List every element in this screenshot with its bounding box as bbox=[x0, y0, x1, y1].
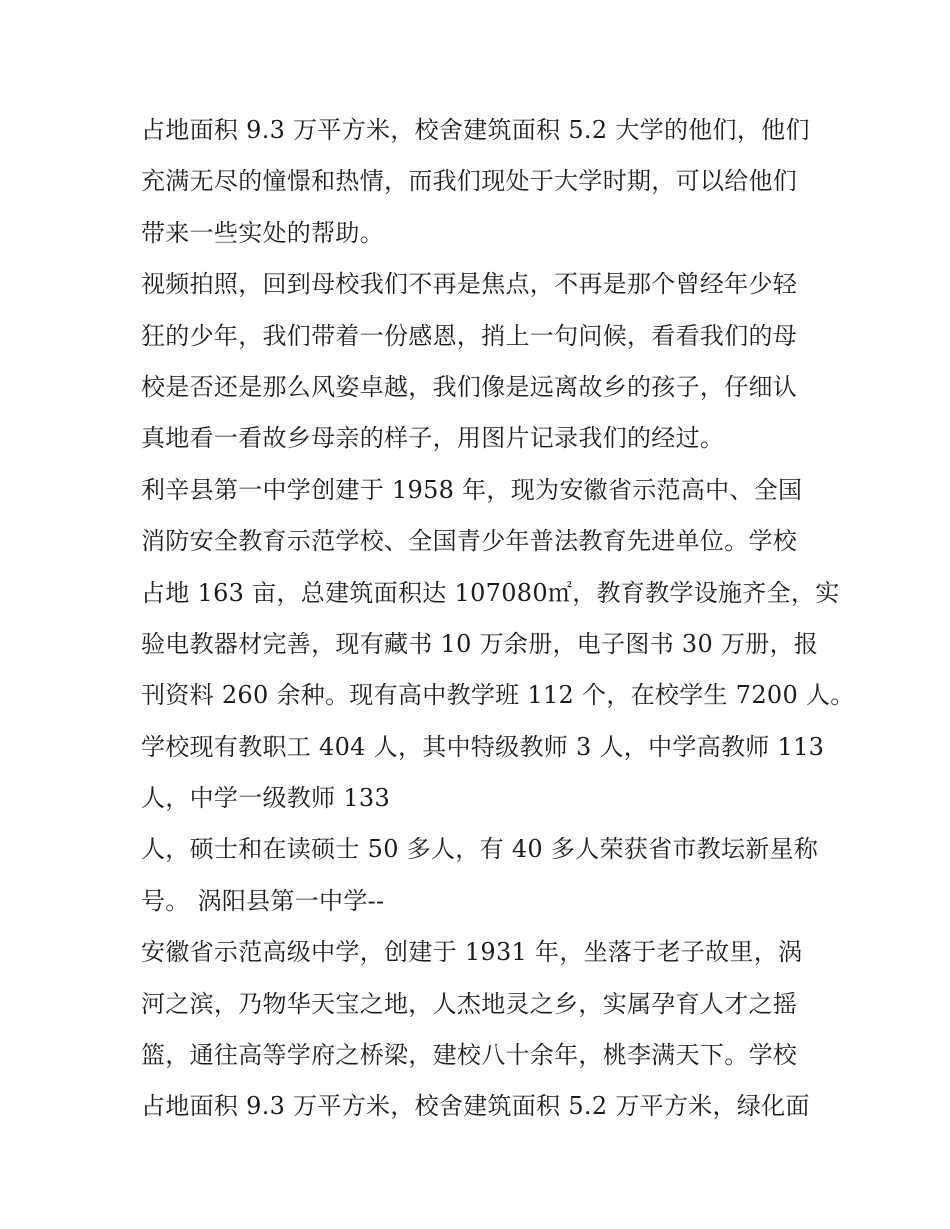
text-line: 号。 涡阳县第一中学-- bbox=[141, 886, 385, 915]
text-line: 占地面积 9.3 万平方米，校舍建筑面积 5.2 大学的他们，他们 bbox=[141, 116, 810, 144]
text-line: 刊资料 260 余种。现有高中教学班 112 个，在校学生 7200 人。 bbox=[141, 681, 855, 710]
text-line: 真地看一看故乡母亲的样子，用图片记录我们的经过。 bbox=[141, 424, 725, 453]
text-line: 占地面积 9.3 万平方米，校舍建筑面积 5.2 万平方米，绿化面 bbox=[141, 1092, 810, 1121]
text-line: 学校现有教职工 404 人，其中特级教师 3 人，中学高教师 113 bbox=[141, 732, 825, 761]
text-line: 验电教器材完善，现有藏书 10 万余册，电子图书 30 万册，报 bbox=[141, 629, 819, 658]
text-line: 篮，通往高等学府之桥梁，建校八十余年，桃李满天下。学校 bbox=[141, 1041, 798, 1070]
text-line: 视频拍照，回到母校我们不再是焦点，不再是那个曾经年少轻 bbox=[141, 270, 798, 299]
text-line: 消防安全教育示范学校、全国青少年普法教育先进单位。学校 bbox=[141, 527, 798, 556]
text-line: 安徽省示范高级中学，创建于 1931 年，坐落于老子故里，涡 bbox=[141, 938, 803, 967]
text-line: 人，硕士和在读硕士 50 多人，有 40 多人荣获省市教坛新星称 bbox=[141, 835, 819, 864]
text-line: 校是否还是那么风姿卓越，我们像是远离故乡的孩子，仔细认 bbox=[141, 372, 798, 401]
text-line: 占地 163 亩，总建筑面积达 107080㎡，教育教学设施齐全，实 bbox=[141, 578, 840, 607]
text-line: 人，中学一级教师 133 bbox=[141, 784, 391, 813]
text-line: 带来一些实处的帮助。 bbox=[141, 218, 384, 247]
text-line: 充满无尽的憧憬和热情，而我们现处于大学时期，可以给他们 bbox=[141, 167, 798, 196]
text-line: 河之滨，乃物华天宝之地，人杰地灵之乡，实属孕育人才之摇 bbox=[141, 989, 798, 1018]
document-body bbox=[141, 105, 855, 1133]
text-line: 狂的少年，我们带着一份感恩，捎上一句问候，看看我们的母 bbox=[141, 321, 798, 350]
text-line: 利辛县第一中学创建于 1958 年，现为安徽省示范高中、全国 bbox=[141, 475, 803, 504]
